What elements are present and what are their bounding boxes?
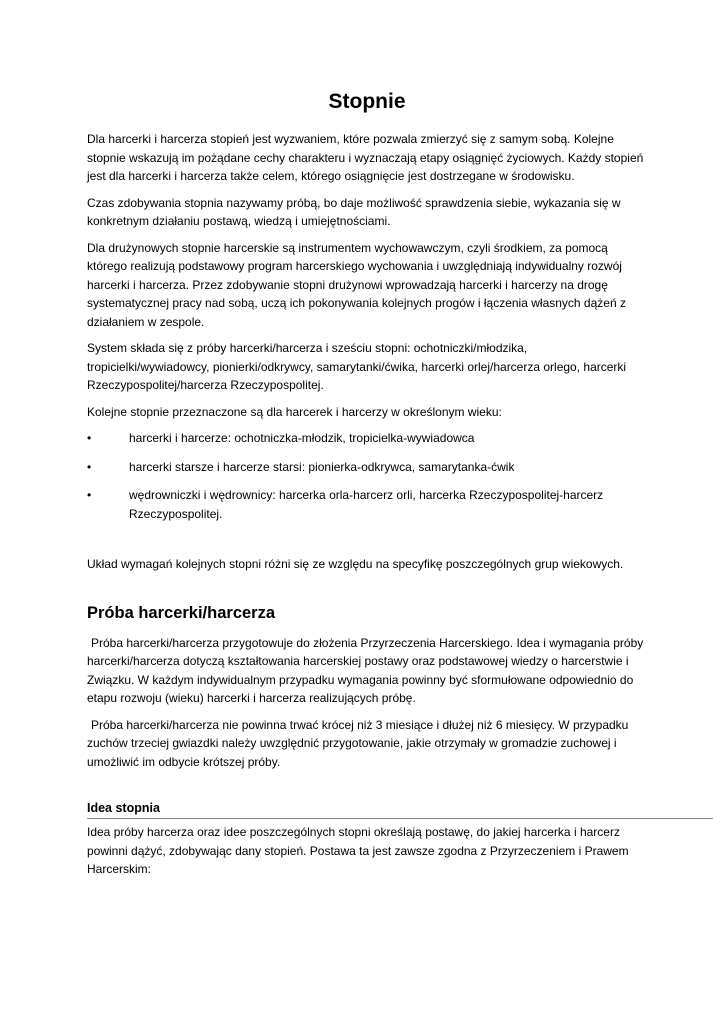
list-item (87, 458, 647, 477)
section-heading-idea (87, 799, 647, 817)
intro-paragraph: Kolejne stopnie przeznaczone są dla harcerek i harcerzy w określonym wieku: (87, 404, 502, 419)
spacer (87, 533, 647, 555)
requirements-note: Układ wymagań kolejnych stopni różni się ze względu na specyfikę poszczególnych grup wiekowych. (87, 557, 624, 571)
intro-paragraph: Dla harcerki i harcerza stopień jest wyzwaniem, które pozwala zmierzyć się z samym sobą. Kolejne stopnie wskazują im pożądane cechy charakteru i wyznaczają etapy osiągnięć życiowych. Każdy stopień jest dla harcerki i harcerza także celem, którego osiągnięcie jest dostrzegane w środowisku. (87, 132, 644, 183)
page-title: Stopnie (328, 90, 406, 113)
proba-paragraph: Próba harcerki/harcerza nie powinna trwać krócej niż 3 miesiące i dłużej niż 6 miesięcy. W przypadku zuchów trzeciej gwiazdki należy uwzględnić przygotowanie, jakie otrzymały w gromadzie zuchowej i umożliwić im odbycie krótszej próby. (87, 717, 629, 769)
bullet-icon: • (87, 488, 92, 502)
list-item (87, 429, 647, 448)
list-item-text: harcerki i harcerze: ochotniczka-młodzik, tropicielka-wywiadowca (129, 431, 475, 445)
proba-paragraph: Próba harcerki/harcerza przygotowuje do złożenia Przyrzeczenia Harcerskiego. Idea i wymagania próby harcerki/harcerza dotyczą kształtowania harcerskiej postawy oraz podstawowej wiedzy o harcerstwie i Związku. W każdym indywidualnym przypadku wymagania powinny być sformułowane odpowiednio do etapu rozwoju (wieku) harcerki i harcerza realizujących próbę. (87, 635, 644, 705)
section-heading-idea-text: Idea stopnia (87, 801, 160, 815)
age-group-list (87, 429, 647, 523)
idea-paragraph: Idea próby harcerza oraz idee poszczególnych stopni określają postawę, do jakiej harcerka i harcerz powinni dążyć, zdobywając dany stopień. Postawa ta jest zawsze zgodna z Przyrzeczeniem i Prawem Harcerskim: (87, 825, 629, 876)
intro-paragraph: System składa się z próby harcerki/harcerza i sześciu stopni: ochotniczki/młodzika, tropicielki/wywiadowcy, pionierki/odkrywcy, samarytanki/ćwika, harcerki orlej/harcerza orlego, harcerki Rzeczypospolitej/harcerza Rzeczypospolitej. (87, 341, 627, 392)
heading-underline (87, 818, 713, 819)
list-item-text: harcerki starsze i harcerze starsi: pionierka-odkrywca, samarytanka-ćwik (129, 459, 515, 474)
bullet-icon: • (87, 431, 92, 445)
list-item (87, 486, 647, 523)
document-body (87, 88, 647, 887)
intro-paragraph: Dla drużynowych stopnie harcerskie są instrumentem wychowawczym, czyli środkiem, za pomocą którego realizują podstawowy program harcerskiego wychowania i uwzględniają indywidualny rozwój harcerki i harcerza. Przez zdobywanie stopni drużynowi wprowadzają harcerki i harcerzy na drogę systematycznej pracy nad sobą, uczą ich pokonywania kolejnych progów i łączenia własnych dążeń z działaniem w zespole. (87, 240, 626, 329)
intro-paragraph: Czas zdobywania stopnia nazywamy próbą, bo daje możliwość sprawdzenia siebie, wykazania się w konkretnym działaniu postawą, wiedzą i umiejętnościami. (87, 195, 621, 228)
list-item-text: wędrowniczki i wędrownicy: harcerka orla-harcerz orli, harcerka Rzeczypospolitej-harcerz Rzeczypospolitej. (129, 488, 604, 521)
section-heading-proba: Próba harcerki/harcerza (87, 603, 276, 622)
bullet-icon: • (87, 459, 92, 474)
